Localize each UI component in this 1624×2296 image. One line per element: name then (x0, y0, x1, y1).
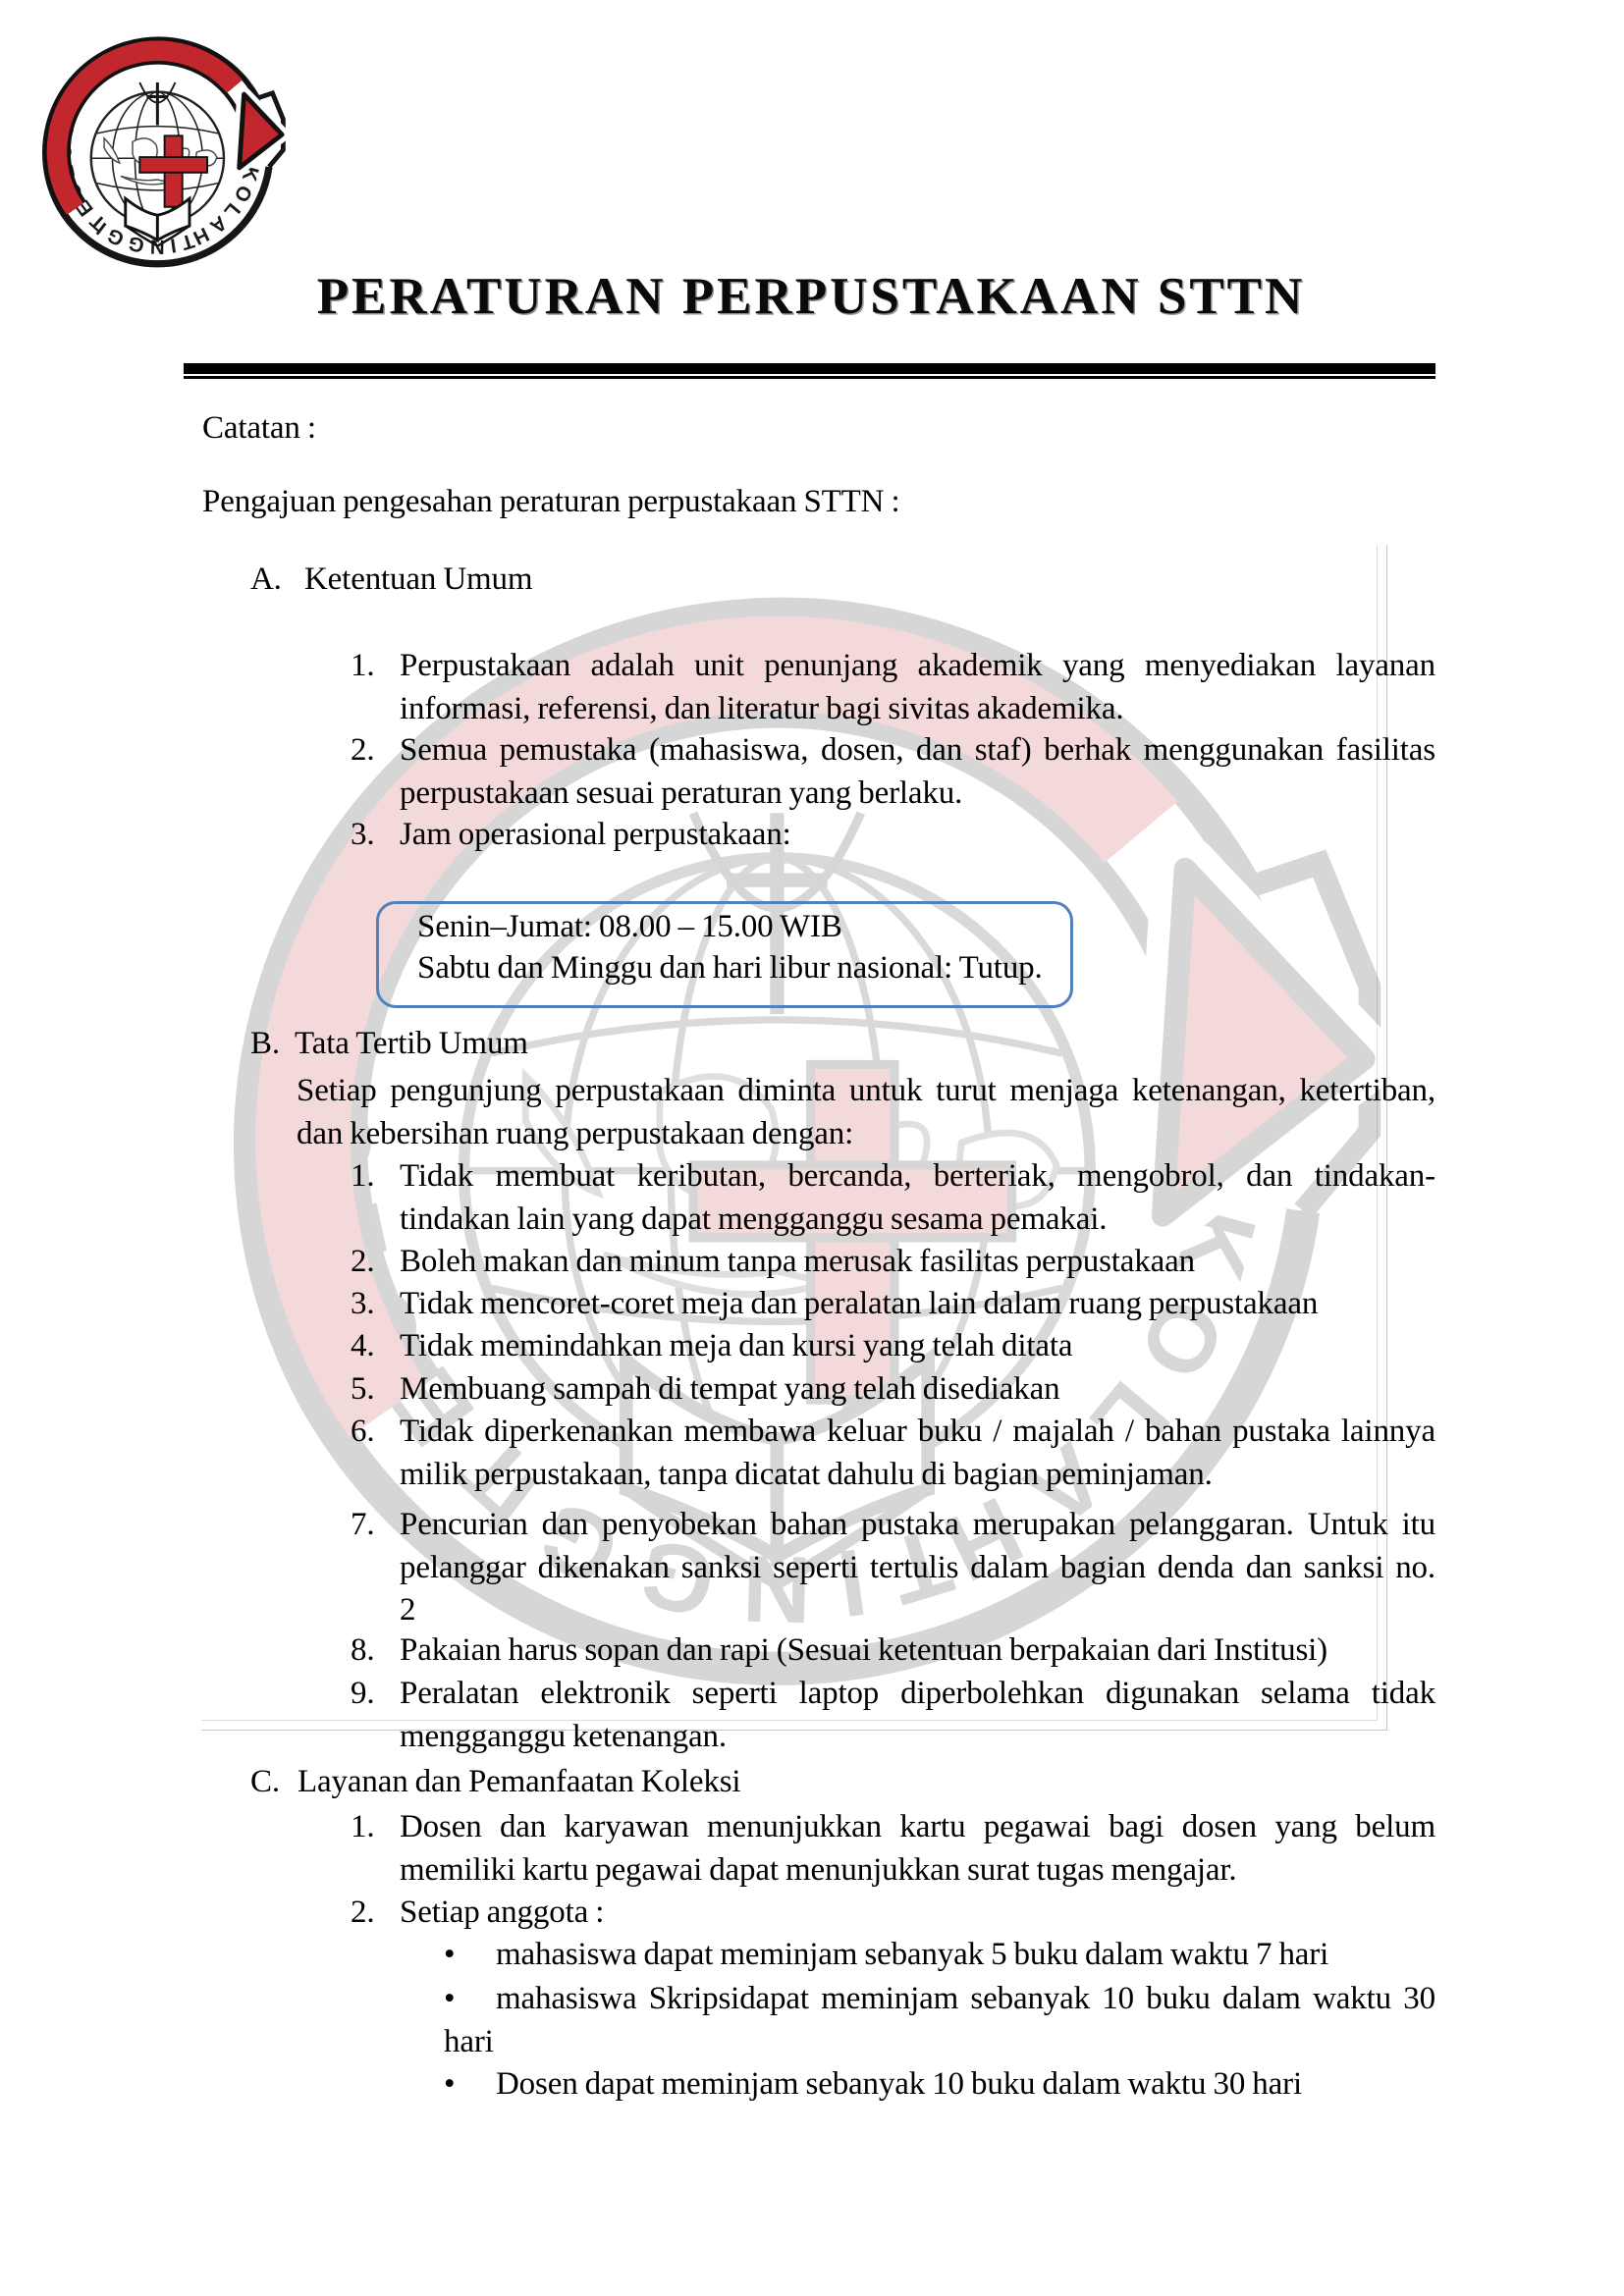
item-number: 1. (351, 1158, 375, 1194)
item-number: 9. (351, 1676, 375, 1711)
item-line: Boleh makan dan minum tanpa merusak fasilitas perpustakaan (400, 1244, 1195, 1279)
item-line: 2 (400, 1592, 416, 1628)
item-line: perpustakaan sesuai peraturan yang berlaku. (400, 774, 963, 811)
item-line: Tidak memindahkan meja dan kursi yang telah ditata (400, 1328, 1073, 1363)
catatan-label: Catatan : (202, 410, 316, 446)
list-item (351, 1155, 1435, 1241)
item-line: informasi, referensi, dan literatur bagi sivitas akademika. (400, 690, 1124, 726)
sttn-logo (35, 26, 287, 282)
item-number: 4. (351, 1328, 375, 1363)
list-item (351, 1629, 1435, 1673)
intro-line: dan kebersihan ruang perpustakaan dengan: (297, 1115, 854, 1151)
item-line: pelanggar dikenakan sanksi seperti tertulis dalam bagian denda dan sanksi no. (400, 1549, 1435, 1585)
list-item (351, 814, 1435, 857)
item-line: Jam operasional perpustakaan: (400, 817, 791, 852)
bullet-item (444, 1978, 1435, 2063)
section-heading-a (250, 559, 533, 602)
list-item (351, 1283, 1435, 1326)
list-item (351, 1806, 1435, 1892)
schedule-line-weekdays: Senin–Jumat: 08.00 – 15.00 WIB (417, 909, 842, 944)
item-line: Tidak mencoret-coret meja dan peralatan lain dalam ruang perpustakaan (400, 1286, 1319, 1321)
sttn-seal-image (35, 26, 287, 277)
schedule-box (376, 901, 1073, 1008)
page-title: PERATURAN PERPUSTAKAAN STTN (316, 268, 1306, 325)
item-number: 2. (351, 732, 375, 768)
section-heading-c-text: Layanan dan Pemanfaatan Koleksi (298, 1764, 741, 1799)
schedule-line-weekend: Sabtu dan Minggu dan hari libur nasional: Tutup. (417, 950, 1043, 986)
item-number: 1. (351, 648, 375, 683)
list-item (351, 1892, 1435, 1935)
section-label-c: C. (250, 1764, 280, 1799)
section-label-b: B. (250, 1026, 280, 1061)
section-label-a: A. (250, 561, 282, 597)
bullet-item (444, 2063, 1435, 2107)
item-number: 1. (351, 1809, 375, 1844)
title-divider-rule (184, 363, 1435, 379)
item-number: 3. (351, 1286, 375, 1321)
item-number: 2. (351, 1895, 375, 1930)
bullet-line: Dosen dapat meminjam sebanyak 10 buku dalam waktu 30 hari (496, 2066, 1302, 2102)
item-line: Semua pemustaka (mahasiswa, dosen, dan staf) berhak menggunakan fasilitas (400, 732, 1435, 768)
item-line: tindakan lain yang dapat mengganggu sesama pemakai. (400, 1201, 1108, 1237)
intro-line: Setiap pengunjung perpustakaan diminta untuk turut menjaga ketenangan, ketertiban, (297, 1073, 1435, 1108)
list-item (351, 1368, 1435, 1412)
item-line: Pencurian dan penyobekan bahan pustaka merupakan pelanggaran. Untuk itu (400, 1507, 1435, 1542)
item-number: 7. (351, 1507, 375, 1542)
item-number: 3. (351, 817, 375, 852)
section-heading-b-text: Tata Tertib Umum (295, 1026, 528, 1061)
list-item (351, 1673, 1435, 1758)
item-line: Setiap anggota : (400, 1895, 605, 1930)
item-line: memiliki kartu pegawai dapat menunjukkan surat tugas mengajar. (400, 1851, 1237, 1888)
section-heading-a-text: Ketentuan Umum (304, 561, 533, 597)
item-line: Perpustakaan adalah unit penunjang akademik yang menyediakan layanan (400, 648, 1435, 683)
list-item (351, 1241, 1435, 1284)
section-b-intro (297, 1070, 1435, 1155)
item-number: 2. (351, 1244, 375, 1279)
bullet-line: hari (444, 2023, 494, 2059)
list-item (351, 729, 1435, 815)
bullet-icon: • (444, 1981, 456, 2016)
item-line: Pakaian harus sopan dan rapi (Sesuai ketentuan berpakaian dari Institusi) (400, 1632, 1327, 1668)
item-line: milik perpustakaan, tanpa dicatat dahulu di bagian peminjaman. (400, 1456, 1213, 1492)
section-heading-c (250, 1761, 741, 1804)
item-number: 8. (351, 1632, 375, 1668)
list-item (351, 645, 1435, 730)
item-line: mengganggu ketenangan. (400, 1718, 727, 1754)
pengajuan-line: Pengajuan pengesahan peraturan perpustakaan STTN : (202, 484, 900, 519)
bullet-item (444, 1934, 1435, 1977)
list-item (351, 1325, 1435, 1368)
bullet-line: mahasiswa Skripsidapat meminjam sebanyak 10 buku dalam waktu 30 (496, 1981, 1435, 2016)
item-line: Tidak membuat keributan, bercanda, berteriak, mengobrol, dan tindakan- (400, 1158, 1435, 1194)
item-number: 5. (351, 1371, 375, 1407)
bullet-line: mahasiswa dapat meminjam sebanyak 5 buku dalam waktu 7 hari (496, 1937, 1329, 1972)
list-item (351, 1411, 1435, 1496)
item-line: Peralatan elektronik seperti laptop diperbolehkan digunakan selama tidak (400, 1676, 1435, 1711)
section-heading-b (250, 1023, 528, 1066)
item-line: Tidak diperkenankan membawa keluar buku / majalah / bahan pustaka lainnya (400, 1414, 1435, 1449)
bullet-icon: • (444, 1937, 456, 1972)
item-number: 6. (351, 1414, 375, 1449)
list-item (351, 1504, 1435, 1632)
item-line: Dosen dan karyawan menunjukkan kartu pegawai bagi dosen yang belum (400, 1809, 1435, 1844)
item-line: Membuang sampah di tempat yang telah disediakan (400, 1371, 1060, 1407)
bullet-icon: • (444, 2066, 456, 2102)
